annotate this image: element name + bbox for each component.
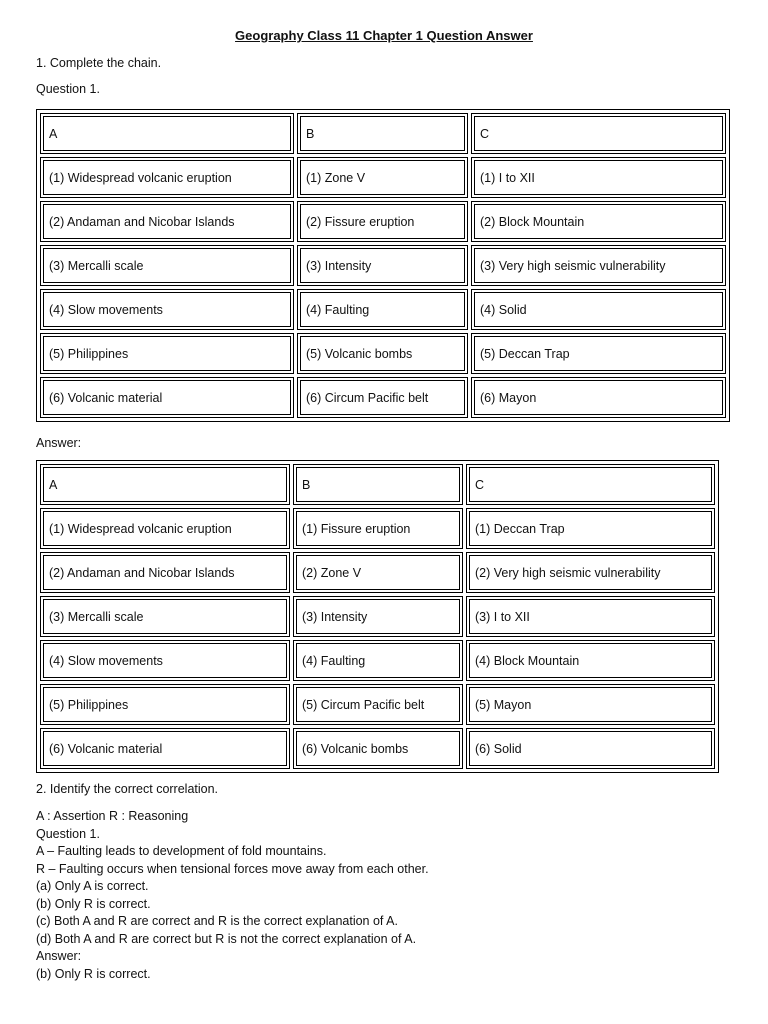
table-cell: (4) Slow movements <box>40 289 294 330</box>
table-row <box>40 596 715 637</box>
table-cell: (1) Widespread volcanic eruption <box>40 508 290 549</box>
table-row <box>40 684 715 725</box>
table-cell: (5) Volcanic bombs <box>297 333 468 374</box>
table-cell: (3) Intensity <box>297 245 468 286</box>
table-cell: B <box>297 113 468 154</box>
table-cell: (2) Andaman and Nicobar Islands <box>40 552 290 593</box>
table-row <box>40 508 715 549</box>
text-line: (b) Only R is correct. <box>36 966 151 981</box>
table-cell: B <box>293 464 463 505</box>
table-row <box>40 245 726 286</box>
text-line: Question 1. <box>36 826 100 841</box>
text-line: R – Faulting occurs when tensional forces move away from each other. <box>36 861 429 876</box>
table-row <box>40 377 726 418</box>
table-cell: (6) Solid <box>466 728 715 769</box>
table-cell: (4) Slow movements <box>40 640 290 681</box>
table-cell: (2) Andaman and Nicobar Islands <box>40 201 294 242</box>
table-cell: (6) Circum Pacific belt <box>297 377 468 418</box>
table-cell: (1) Fissure eruption <box>293 508 463 549</box>
table-cell: (2) Very high seismic vulnerability <box>466 552 715 593</box>
table-cell: (2) Zone V <box>293 552 463 593</box>
answer-table <box>36 460 719 773</box>
text-line: (d) Both A and R are correct but R is not the correct explanation of A. <box>36 931 417 946</box>
text-line: (b) Only R is correct. <box>36 896 151 911</box>
text-line: A – Faulting leads to development of fold mountains. <box>36 844 327 858</box>
table-cell: (4) Faulting <box>297 289 468 330</box>
question-2-heading: 2. Identify the correct correlation. <box>36 782 219 796</box>
table-row <box>40 201 726 242</box>
table-cell: (5) Philippines <box>40 333 294 374</box>
question-1-heading: 1. Complete the chain. <box>36 56 162 70</box>
text-line: A : Assertion R : Reasoning <box>36 809 189 823</box>
table-row <box>40 289 726 330</box>
table-row <box>40 333 726 374</box>
table-row <box>40 640 715 681</box>
question-2-body <box>36 808 429 983</box>
table-header-row <box>40 113 726 154</box>
table-row <box>40 552 715 593</box>
question-table <box>36 109 730 422</box>
table-cell: (1) Deccan Trap <box>466 508 715 549</box>
table-cell: (1) Widespread volcanic eruption <box>40 157 294 198</box>
text-line: (c) Both A and R are correct and R is the correct explanation of A. <box>36 914 398 928</box>
text-line: (a) Only A is correct. <box>36 879 149 893</box>
table-header-row <box>40 464 715 505</box>
table-cell: (5) Circum Pacific belt <box>293 684 463 725</box>
table-row <box>40 728 715 769</box>
table-cell: (3) I to XII <box>466 596 715 637</box>
text-line: Answer: <box>36 949 82 963</box>
table-cell: A <box>40 464 290 505</box>
page-title: Geography Class 11 Chapter 1 Question Answer <box>235 28 533 43</box>
table-cell: (3) Intensity <box>293 596 463 637</box>
table-cell: (3) Mercalli scale <box>40 245 294 286</box>
table-cell: (6) Volcanic material <box>40 728 290 769</box>
table-cell: (1) I to XII <box>471 157 726 198</box>
answer-label: Answer: <box>36 436 82 450</box>
table-cell: (3) Very high seismic vulnerability <box>471 245 726 286</box>
question-1-label: Question 1. <box>36 82 100 96</box>
table-cell: (5) Philippines <box>40 684 290 725</box>
table-cell: C <box>471 113 726 154</box>
table-cell: (2) Block Mountain <box>471 201 726 242</box>
table-cell: (6) Volcanic material <box>40 377 294 418</box>
table-cell: (4) Block Mountain <box>466 640 715 681</box>
table-cell: (4) Solid <box>471 289 726 330</box>
table-cell: (2) Fissure eruption <box>297 201 468 242</box>
table-cell: (5) Mayon <box>466 684 715 725</box>
table-cell: (4) Faulting <box>293 640 463 681</box>
table-cell: A <box>40 113 294 154</box>
table-row <box>40 157 726 198</box>
table-cell: (5) Deccan Trap <box>471 333 726 374</box>
table-cell: (6) Mayon <box>471 377 726 418</box>
table-cell: C <box>466 464 715 505</box>
table-cell: (1) Zone V <box>297 157 468 198</box>
table-cell: (3) Mercalli scale <box>40 596 290 637</box>
table-cell: (6) Volcanic bombs <box>293 728 463 769</box>
